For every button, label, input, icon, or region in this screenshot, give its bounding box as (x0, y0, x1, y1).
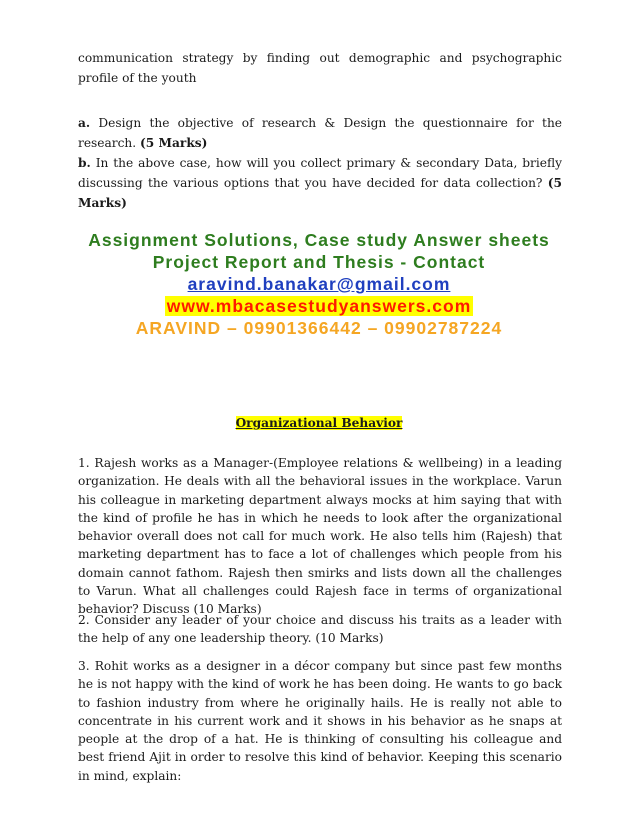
email-link[interactable]: aravind.banakar@gmail.com (187, 274, 451, 294)
question-b-text: In the above case, how will you collect primary & secondary Data, briefly discussing the various options that you have decided for data collection? (78, 156, 562, 190)
question-b-marks: (5 Marks) (78, 176, 562, 210)
question-b-label: b. (78, 156, 91, 170)
promo-phones: ARAVIND – 09901366442 – 09902787224 (135, 318, 503, 338)
question-a-marks: (5 Marks) (140, 136, 208, 150)
question-a (78, 113, 562, 153)
promo-line-1: Assignment Solutions, Case study Answer sheets (88, 230, 550, 250)
question-1: 1. Rajesh works as a Manager-(Employee relations & wellbeing) in a leading organization. He deals with all the behavioral issues in the workplace. Varun his colleague in marketing department always mocks at him saying that with the kind of profile he has in which he needs to look after the organizational behavior overall does not call for much work. He also tells him (Rajesh) that marketing department has to face a lot of challenges which people from his domain cannot fathom. Rajesh then smirks and lists down all the challenges to Varun. What all challenges could Rajesh face in terms of organizational behavior? Discuss (10 Marks) (78, 456, 562, 617)
intro-paragraph (78, 48, 562, 88)
question-a-label: a. (78, 116, 91, 130)
question-b (78, 153, 562, 213)
section-title: Organizational Behavior (235, 416, 403, 430)
promo-email-row (0, 273, 638, 295)
intro-text: communication strategy by finding out demographic and psychographic profile of the youth (78, 51, 562, 85)
question-a-text: Design the objective of research & Design the questionnaire for the research. (78, 116, 563, 150)
question-3: 3. Rohit works as a designer in a décor company but since past few months he is not happy with the kind of work he has been doing. He wants to go back to fashion industry from where he originally hails. He is really not able to concentrate in his current work and it shows in his behavior as he snaps at people at the drop of a hat. He is thinking of consulting his colleague and best friend Ajit in order to resolve this kind of behavior. Keeping this scenario in mind, explain: (78, 659, 562, 783)
section-title-row (0, 416, 638, 430)
promo-line-2: Project Report and Thesis - Contact (152, 252, 486, 272)
question-2: 2. Consider any leader of your choice and discuss his traits as a leader with the help of any one leadership theory. (10 Marks) (78, 613, 562, 646)
website-link[interactable]: www.mbacasestudyanswers.com (166, 296, 472, 316)
promo-website-row (0, 295, 638, 317)
